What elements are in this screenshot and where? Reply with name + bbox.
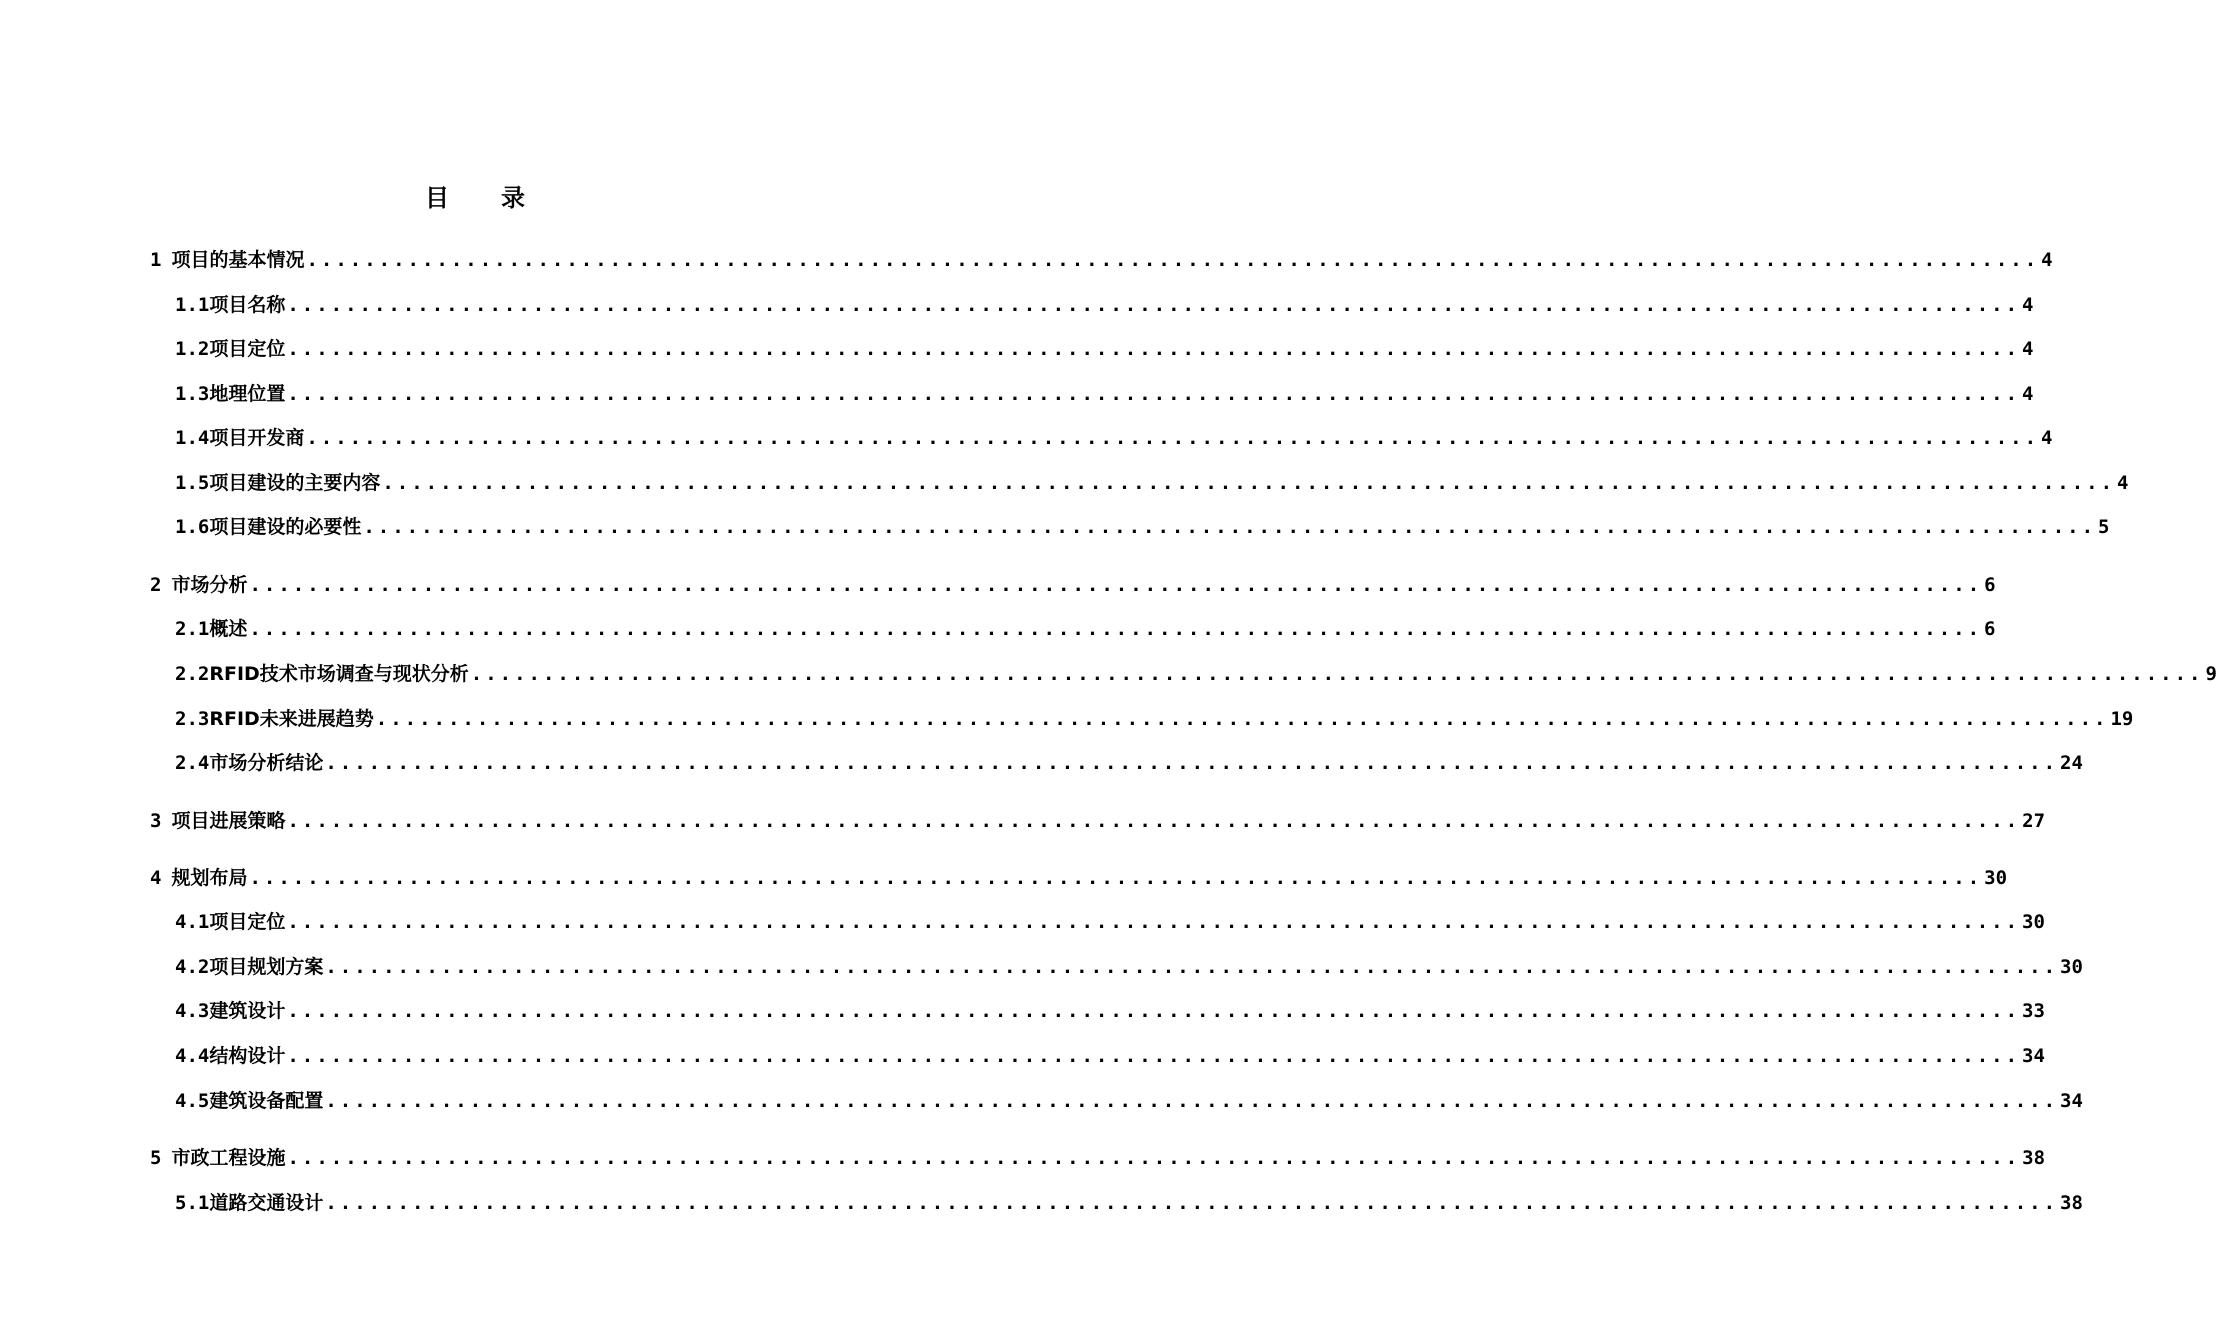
toc-entry-number: 2.3 (175, 708, 210, 730)
toc-leader-dots: ........................................................................................................................ (249, 574, 1983, 596)
toc-entry-page-number: 9 (2205, 663, 2217, 685)
toc-entry-number: 2.4 (175, 752, 210, 774)
toc-entry-title: 市政工程设施 (171, 1147, 286, 1169)
toc-entry-title: 项目定位 (209, 911, 286, 933)
toc-leader-dots: ........................................................................................................................ (287, 383, 2021, 405)
toc-entry-title: 项目进展策略 (171, 810, 286, 832)
toc-entry[interactable] (175, 1086, 2083, 1116)
toc-leader-dots: ........................................................................................................................ (249, 867, 1983, 889)
toc-entry-number: 1.5 (175, 472, 210, 494)
toc-entry-title: RFID技术市场调查与现状分析 (209, 663, 469, 685)
toc-entry-page-number: 6 (1984, 618, 1996, 640)
toc-entry[interactable] (150, 1143, 2046, 1173)
toc-entry[interactable] (175, 952, 2083, 982)
toc-leader-dots: ........................................................................................................................ (325, 1090, 2059, 1112)
toc-entry[interactable] (150, 245, 2053, 275)
toc-entry-number: 2.1 (175, 618, 210, 640)
toc-leader-dots: ........................................................................................................................ (287, 1000, 2021, 1022)
toc-entry[interactable] (175, 659, 2217, 689)
toc-entry-page-number: 30 (1984, 867, 2008, 889)
toc-entry-page-number: 4 (2117, 472, 2129, 494)
toc-entry-number: 5 (150, 1147, 162, 1169)
toc-entry[interactable] (175, 290, 2034, 320)
toc-entry-page-number: 30 (2060, 956, 2083, 978)
toc-entry-title: 结构设计 (209, 1045, 286, 1067)
toc-leader-dots: ........................................................................................................................ (287, 911, 2021, 933)
toc-entry-title: 项目开发商 (209, 427, 305, 449)
toc-leader-dots: ........................................................................................................................ (470, 663, 2204, 685)
toc-entry-title: 概述 (209, 618, 248, 640)
toc-entry-number: 4.5 (175, 1090, 210, 1112)
toc-entry-page-number: 6 (1984, 574, 1996, 596)
toc-leader-dots: ........................................................................................................................ (325, 752, 2059, 774)
toc-entry-title: 项目名称 (209, 294, 286, 316)
toc-entry[interactable] (175, 334, 2034, 364)
toc-entry-title: RFID未来进展趋势 (209, 708, 374, 730)
toc-entry-page-number: 33 (2022, 1000, 2045, 1022)
toc-entry[interactable] (175, 614, 1996, 644)
toc-entry[interactable] (175, 1188, 2083, 1218)
toc-entry-page-number: 4 (2041, 249, 2053, 271)
toc-entry[interactable] (175, 1041, 2045, 1071)
toc-entry-number: 4.1 (175, 911, 210, 933)
toc-entry-page-number: 38 (2060, 1192, 2083, 1214)
toc-leader-dots: ........................................................................................................................ (287, 1045, 2021, 1067)
toc-entry-page-number: 30 (2022, 911, 2045, 933)
toc-entry-number: 1.6 (175, 516, 210, 538)
toc-entry[interactable] (175, 423, 2053, 453)
toc-entry-number: 2.2 (175, 663, 210, 685)
toc-leader-dots: ........................................................................................................................ (287, 338, 2021, 360)
toc-leader-dots: ........................................................................................................................ (287, 294, 2021, 316)
toc-entry-page-number: 4 (2022, 338, 2034, 360)
toc-entry-number: 1.4 (175, 427, 210, 449)
toc-entry[interactable] (150, 863, 2008, 893)
toc-title-left: 目 (425, 184, 449, 212)
toc-leader-dots: ........................................................................................................................ (325, 1192, 2059, 1214)
toc-entry-title: 项目的基本情况 (171, 249, 305, 271)
toc-entry-page-number: 34 (2022, 1045, 2045, 1067)
toc-entry-number: 4.3 (175, 1000, 210, 1022)
toc-entry-title: 建筑设备配置 (209, 1090, 324, 1112)
toc-entry-number: 4.4 (175, 1045, 210, 1067)
toc-entry-number: 3 (150, 810, 162, 832)
toc-entry-page-number: 34 (2060, 1090, 2083, 1112)
toc-entry-page-number: 38 (2022, 1147, 2046, 1169)
toc-entry-page-number: 4 (2022, 383, 2034, 405)
toc-entry[interactable] (175, 748, 2083, 778)
toc-entry-title: 市场分析 (171, 574, 248, 596)
toc-entry[interactable] (150, 806, 2046, 836)
toc-entry-page-number: 4 (2022, 294, 2034, 316)
toc-entry[interactable] (150, 570, 1996, 600)
toc-leader-dots: ........................................................................................................................ (306, 249, 2040, 271)
toc-entry-title: 项目建设的主要内容 (209, 472, 381, 494)
toc-leader-dots: ........................................................................................................................ (382, 472, 2116, 494)
toc-entry-number: 2 (150, 574, 162, 596)
toc-entry[interactable] (175, 468, 2129, 498)
toc-entry[interactable] (175, 512, 2110, 542)
toc-entry-page-number: 24 (2060, 752, 2083, 774)
toc-entry[interactable] (175, 379, 2034, 409)
toc-leader-dots: ........................................................................................................................ (287, 810, 2021, 832)
toc-entry-title: 项目定位 (209, 338, 286, 360)
toc-entry-number: 1.3 (175, 383, 210, 405)
toc-entry[interactable] (175, 704, 2134, 734)
toc-entry-title: 地理位置 (209, 383, 286, 405)
toc-entry-title: 建筑设计 (209, 1000, 286, 1022)
toc-entry-page-number: 4 (2041, 427, 2053, 449)
toc-leader-dots: ........................................................................................................................ (363, 516, 2097, 538)
toc-leader-dots: ........................................................................................................................ (325, 956, 2059, 978)
toc-leader-dots: ........................................................................................................................ (375, 708, 2109, 730)
toc-leader-dots: ........................................................................................................................ (306, 427, 2040, 449)
toc-entry[interactable] (175, 996, 2045, 1026)
toc-entry-page-number: 5 (2098, 516, 2110, 538)
toc-entry-title: 市场分析结论 (209, 752, 324, 774)
toc-entry-title: 项目建设的必要性 (209, 516, 362, 538)
toc-title-right: 录 (501, 184, 525, 212)
toc-entry-number: 1.1 (175, 294, 210, 316)
toc-entry-number: 5.1 (175, 1192, 210, 1214)
toc-entry-number: 1.2 (175, 338, 210, 360)
toc-entry-title: 项目规划方案 (209, 956, 324, 978)
toc-entry-number: 1 (150, 249, 162, 271)
toc-entry-number: 4.2 (175, 956, 210, 978)
toc-leader-dots: ........................................................................................................................ (249, 618, 1983, 640)
toc-entry-title: 规划布局 (171, 867, 248, 889)
toc-entry[interactable] (175, 907, 2045, 937)
toc-leader-dots: ........................................................................................................................ (287, 1147, 2021, 1169)
toc-entry-title: 道路交通设计 (209, 1192, 324, 1214)
toc-entry-number: 4 (150, 867, 162, 889)
toc-entry-page-number: 27 (2022, 810, 2046, 832)
toc-entry-page-number: 19 (2110, 708, 2134, 730)
